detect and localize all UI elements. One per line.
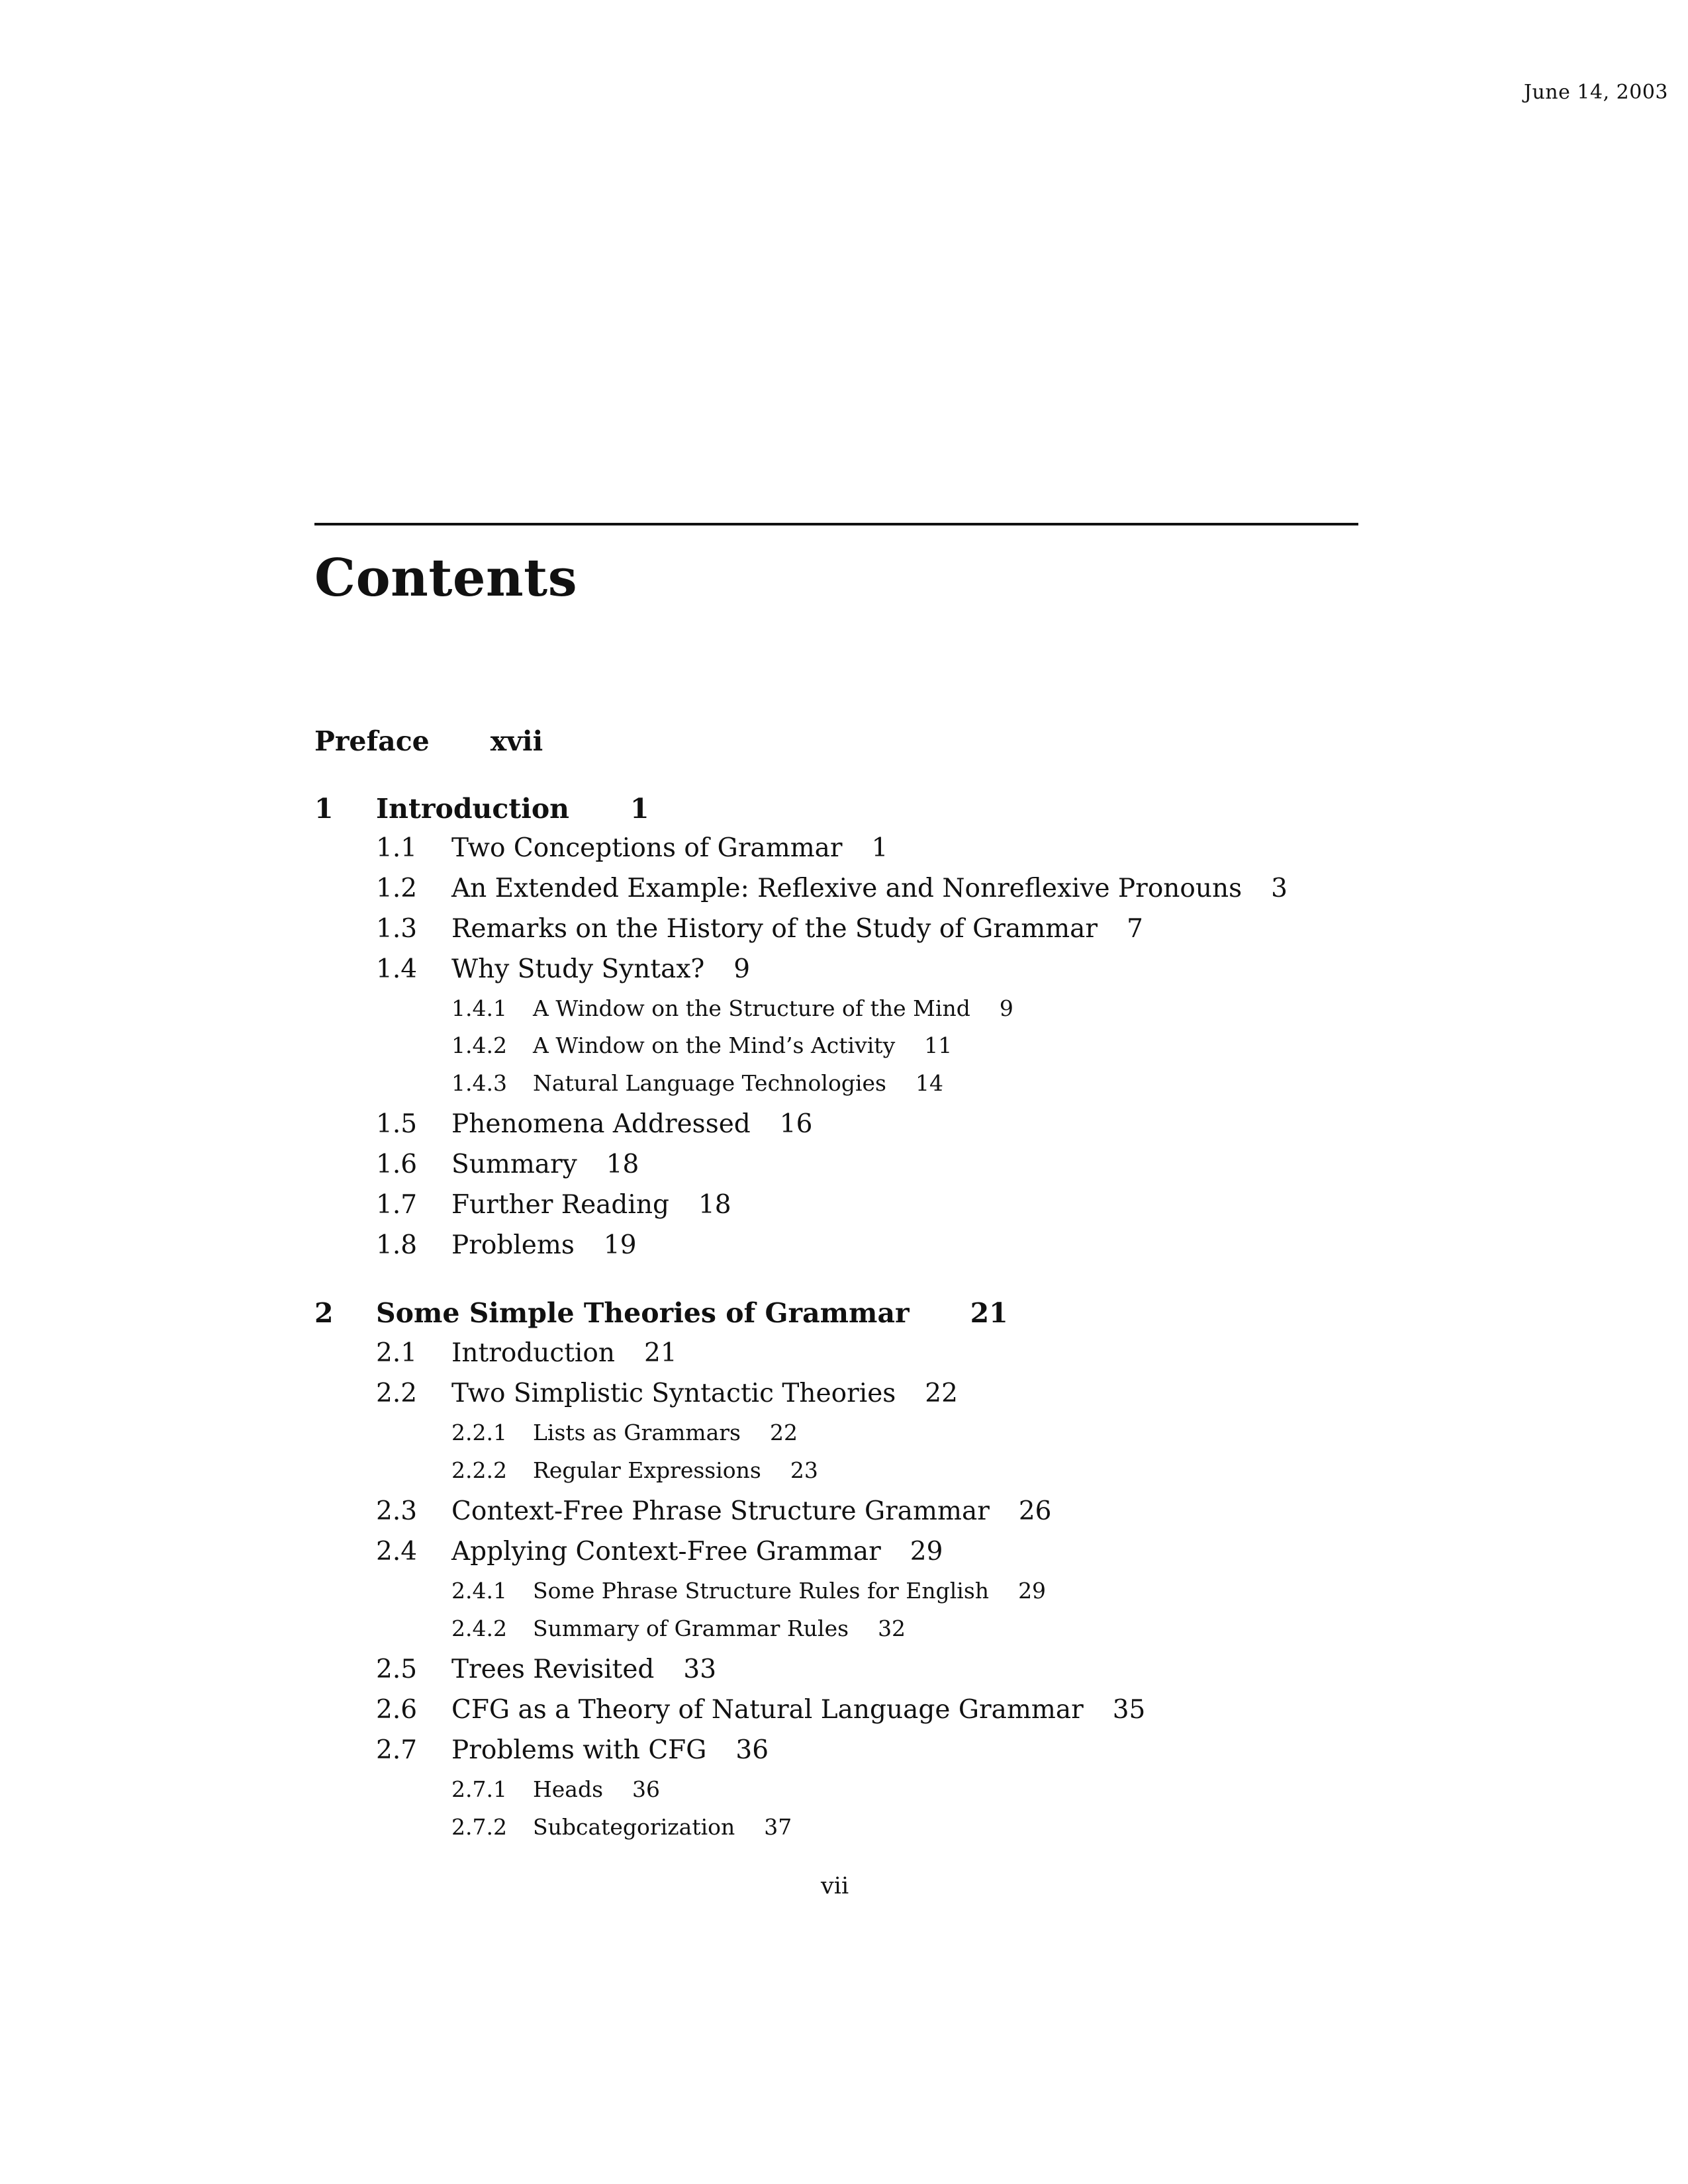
subsection-page: 9: [999, 995, 1013, 1021]
subsection-title: Summary of Grammar Rules: [533, 1615, 849, 1641]
section-page: 29: [910, 1537, 943, 1567]
section-page: 7: [1127, 914, 1143, 944]
chapter-number: 2: [314, 1297, 334, 1329]
section-page: 21: [644, 1338, 677, 1368]
chapter-page: 1: [630, 793, 649, 825]
section-title: Problems: [451, 1230, 575, 1260]
subsection-number: 2.7.2: [451, 1814, 507, 1840]
subsection-number: 2.7.1: [451, 1776, 507, 1802]
section-number: 2.6: [376, 1695, 418, 1725]
subsection-page: 22: [769, 1420, 798, 1445]
subsection-title: A Window on the Mind’s Activity: [533, 1032, 896, 1058]
section-page: 18: [698, 1190, 731, 1220]
section-title: Two Conceptions of Grammar: [451, 833, 843, 863]
subsection-number: 2.4.2: [451, 1615, 507, 1641]
subsection-number: 2.2.1: [451, 1420, 507, 1445]
page-title: Contents: [314, 548, 578, 608]
section-number: 2.3: [376, 1496, 418, 1526]
section-page: 1: [871, 833, 888, 863]
subsection-page: 23: [790, 1457, 818, 1483]
section-title: CFG as a Theory of Natural Language Grammar: [451, 1695, 1084, 1725]
section-page: 36: [735, 1735, 769, 1765]
section-title: Applying Context-Free Grammar: [451, 1537, 881, 1567]
toc-preface-page: xvii: [490, 725, 543, 757]
subsection-title: Subcategorization: [533, 1814, 735, 1840]
section-number: 2.5: [376, 1655, 418, 1684]
chapter-title: Introduction: [376, 793, 569, 825]
section-number: 1.2: [376, 874, 418, 903]
section-number: 2.4: [376, 1537, 418, 1567]
subsection-page: 37: [764, 1814, 792, 1840]
section-number: 1.4: [376, 954, 418, 984]
section-number: 2.2: [376, 1379, 418, 1408]
subsection-page: 29: [1018, 1578, 1047, 1604]
section-page: 22: [925, 1379, 958, 1408]
page-number: vii: [821, 1873, 849, 1899]
subsection-number: 2.4.1: [451, 1578, 507, 1604]
subsection-number: 1.4.3: [451, 1070, 507, 1096]
section-title: Problems with CFG: [451, 1735, 707, 1765]
section-title: Remarks on the History of the Study of Grammar: [451, 914, 1098, 944]
section-number: 1.1: [376, 833, 418, 863]
section-page: 33: [683, 1655, 717, 1684]
section-page: 9: [733, 954, 751, 984]
section-title: Context-Free Phrase Structure Grammar: [451, 1496, 990, 1526]
section-page: 19: [603, 1230, 637, 1260]
subsection-title: Natural Language Technologies: [533, 1070, 886, 1096]
chapter-page: 21: [970, 1297, 1008, 1329]
section-number: 1.6: [376, 1150, 418, 1179]
section-number: 1.7: [376, 1190, 418, 1220]
section-number: 1.8: [376, 1230, 418, 1260]
chapter-title: Some Simple Theories of Grammar: [376, 1297, 910, 1329]
section-number: 1.3: [376, 914, 418, 944]
toc-preface-label: Preface: [314, 725, 430, 757]
section-number: 2.1: [376, 1338, 418, 1368]
section-number: 1.5: [376, 1109, 418, 1139]
section-title: Further Reading: [451, 1190, 669, 1220]
subsection-title: Regular Expressions: [533, 1457, 761, 1483]
section-title: Phenomena Addressed: [451, 1109, 751, 1139]
section-page: 26: [1018, 1496, 1052, 1526]
header-date: June 14, 2003: [1523, 81, 1668, 104]
section-page: 35: [1112, 1695, 1146, 1725]
section-title: Introduction: [451, 1338, 615, 1368]
section-title: Two Simplistic Syntactic Theories: [451, 1379, 896, 1408]
subsection-number: 1.4.1: [451, 995, 507, 1021]
subsection-number: 1.4.2: [451, 1032, 507, 1058]
title-rule: [314, 523, 1358, 525]
section-page: 18: [606, 1150, 639, 1179]
subsection-title: Heads: [533, 1776, 604, 1802]
section-title: Why Study Syntax?: [451, 954, 705, 984]
subsection-page: 11: [924, 1032, 953, 1058]
subsection-number: 2.2.2: [451, 1457, 507, 1483]
subsection-title: Some Phrase Structure Rules for English: [533, 1578, 990, 1604]
section-number: 2.7: [376, 1735, 418, 1765]
subsection-page: 36: [632, 1776, 661, 1802]
section-title: An Extended Example: Reflexive and Nonreflexive Pronouns: [451, 874, 1243, 903]
subsection-page: 32: [878, 1615, 906, 1641]
subsection-title: A Window on the Structure of the Mind: [533, 995, 970, 1021]
section-page: 3: [1271, 874, 1288, 903]
subsection-title: Lists as Grammars: [533, 1420, 741, 1445]
section-page: 16: [779, 1109, 813, 1139]
subsection-page: 14: [915, 1070, 943, 1096]
chapter-number: 1: [314, 793, 334, 825]
section-title: Trees Revisited: [451, 1655, 655, 1684]
section-title: Summary: [451, 1150, 577, 1179]
